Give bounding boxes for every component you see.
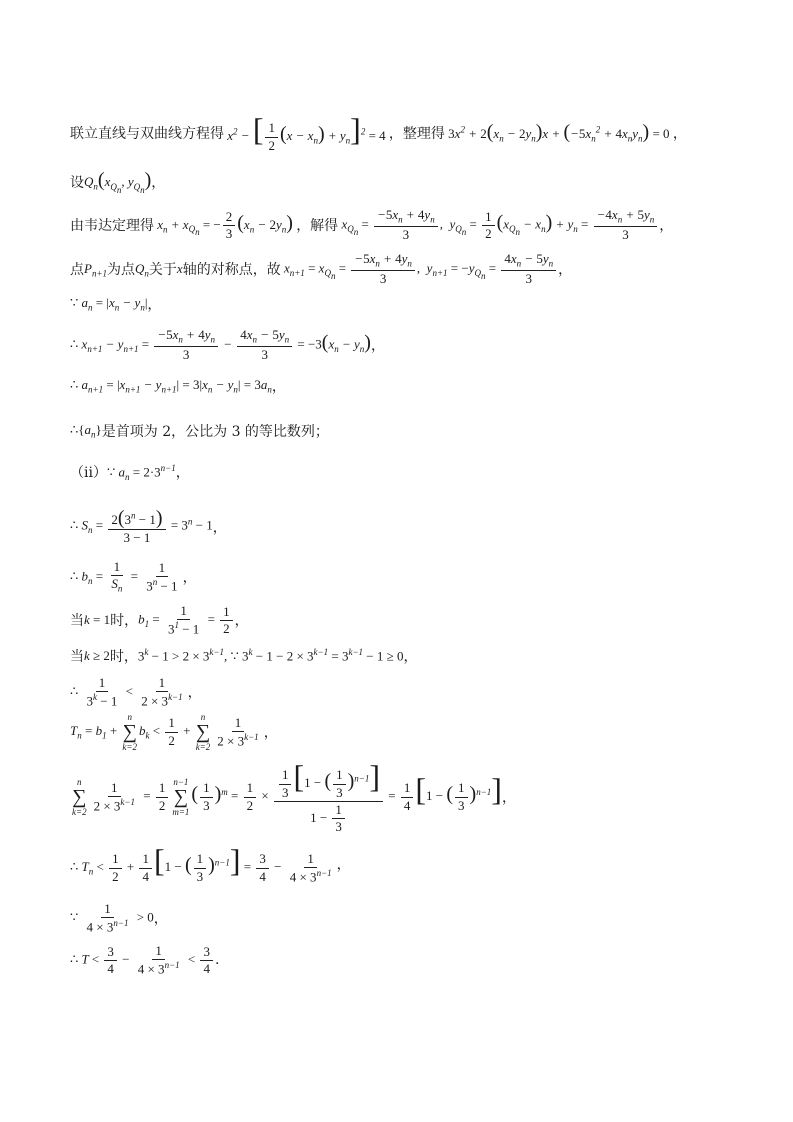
solution-line-14 [70, 676, 202, 709]
text: 由韦达定理得 [70, 218, 154, 235]
solution-line-5 [70, 294, 161, 314]
point-q: $Q_n$ [135, 260, 149, 279]
solution-line-6 [70, 328, 385, 363]
solution-line-2 [70, 170, 165, 194]
sequence-an: $\therefore\{a_n\}$ [70, 422, 102, 440]
text: ， [182, 570, 197, 587]
equation-substitution: $x^2$ − [ $\frac{1}{2}$ $(x - x_n) + y_n]^2 = 4$ [224, 111, 386, 153]
equation-quadratic: $3x^2 + 2(x_n - 2y_n)x + (-5x_n^2 + 4x_ny_n) = 0$ [448, 121, 670, 144]
solution-line-13 [70, 646, 418, 666]
text: ， [234, 613, 249, 630]
text: ， [336, 857, 351, 874]
axis-x: x [176, 261, 183, 277]
text: ， [212, 519, 227, 536]
text: ， [501, 790, 516, 807]
text: （ii） [70, 465, 107, 481]
text: ， [151, 175, 166, 192]
solution-line-9 [70, 462, 190, 482]
solution-line-10 [70, 508, 227, 545]
equation-an-formula: ∵ $a_n = 2\cdot 3^{n-1}$ [106, 462, 176, 482]
solution-line-7 [70, 376, 286, 396]
equation-difference: ∴ $x_{n+1} - y_{n+1}$ = $\frac{-5x_n + 4y_n}{3}$ − $\frac{4x_n - 5y_n}{3}$ = $-3(x_n - y_n)$ [70, 327, 371, 363]
solution-line-4 [70, 252, 572, 287]
solution-line-17 [70, 844, 351, 884]
solution-line-15 [70, 712, 278, 752]
text: ， [175, 465, 190, 481]
equation-recurrence: ∴ $a_{n+1} = |x_{n+1} - y_{n+1}| = 3|x_n - y_n| = 3a_n$ [70, 377, 272, 395]
text: ， [403, 649, 418, 665]
text: 当 [70, 649, 84, 665]
equation-sn: ∴ $S_n$ = $\frac{2(3^n - 1)}{3 - 1}$ = $3^n - 1$ [70, 507, 213, 545]
equation-geometric-sum: n ∑ k=2 $\frac{1}{2 \times 3^{k-1}}$ = $\frac{1}{2}$ n−1 ∑ m=1 ( $\frac{1}{3}$ )$^m$ = $\frac{1}{2}$ × $\frac{1}{3}$ [1 − ( $\frac{1}{3}$ )$^{n-1}$] 1 − $\frac{1}{3}$ = $\frac{1}{4}$ [1 − ( $\frac{1}{3}$ )$^{n-1}$] [72, 758, 502, 835]
solution-line-16 [70, 760, 516, 834]
text: ， [659, 218, 674, 235]
inequality-conclusion: ∴ T < $\frac{3}{4}$ − $\frac{1}{4 \times 3^{n-1}}$ < $\frac{3}{4}$ [70, 944, 215, 977]
text: . [214, 952, 220, 969]
inequality-tn: $T_n = b_1$ + n ∑ k=2 $b_k$ < $\frac{1}{2}$ + n ∑ k=2 $\frac{1}{2 \times 3^{k-1}}$ [70, 712, 259, 752]
text: ，解得 [296, 218, 339, 235]
text: 点 [70, 262, 84, 279]
text: ， [153, 911, 168, 928]
equation-an-def: ∵ $a_n = |x_n - y_n|$ [70, 295, 148, 313]
equation-coordinates: $x_{n+1} = x_{Q_n}$ = $\frac{-5x_n + 4y_n}{3}$ , $y_{n+1} = -y_{Q_n}$ = $\frac{4x_n - 5y_n}{3}$ [281, 252, 558, 287]
solution-line-12 [70, 604, 249, 637]
condition-k-1: k = 1 [84, 612, 111, 628]
text: 时， [109, 649, 138, 665]
equation-vieta: $x_n + x_{Q_n}$ = − $\frac{2}{3}$ $(x_n - 2y_n)$ [154, 208, 293, 241]
solution-line-18 [70, 902, 168, 935]
text: 为点 [107, 262, 136, 279]
equation-bn: ∴ $b_n$ = $\frac{1}{S_n}$ = $\frac{1}{3^n - 1}$ [70, 559, 178, 594]
text: 联立直线与双曲线方程得 [70, 125, 224, 142]
inequality-tn-bound: ∴ $T_n$ < $\frac{1}{2}$ + $\frac{1}{4}$ [1 − ( $\frac{1}{3}$ )$^{n-1}$] = $\frac{3}{4}$ − $\frac{1}{4 \times 3^{n-1}}$ [70, 842, 332, 885]
text: 设 [70, 175, 84, 192]
text: 轴的对称点，故 [182, 262, 281, 279]
text: 是首项为 2，公比为 3 的等比数列； [101, 424, 329, 440]
inequality-power: $3^k - 1 > 2 \times 3^{k-1}$, ∵ $3^k - 1 - 2 \times 3^{k-1} = 3^{k-1} - 1 \ge 0$ [137, 647, 404, 664]
text: ， [271, 379, 286, 395]
text: 时， [110, 613, 139, 630]
text: ， [263, 725, 278, 741]
inequality-reciprocal: ∴ $\frac{1}{3^k - 1}$ < $\frac{1}{2 \times 3^{k-1}}$ [70, 675, 183, 709]
solution-line-3 [70, 208, 673, 243]
equation-b1: $b_1$ = $\frac{1}{3^1 - 1}$ = $\frac{1}{2}$ [138, 604, 235, 637]
text: ， [370, 338, 385, 355]
text: ， [187, 685, 202, 702]
text: 关于 [148, 262, 177, 279]
solution-line-1 [70, 113, 687, 153]
solution-line-11 [70, 560, 197, 595]
text: 当 [70, 613, 84, 630]
solution-line-8 [70, 421, 329, 441]
solution-line-19 [70, 944, 219, 977]
text: ，整理得 [388, 125, 445, 142]
text: ， [558, 262, 573, 279]
text: ， [672, 125, 687, 142]
point-q: $Q_n(x_{Q_n}$, $y_{Q_n}$) [84, 169, 152, 195]
point-p: $P_{n+1}$ [84, 260, 108, 279]
text: ， [147, 297, 162, 313]
equation-solution: $x_{Q_n}$ = $\frac{-5x_n + 4y_n}{3}$ , $y_{Q_n}$ = $\frac{1}{2}$ $(x_{Q_n} - x_n) + y_n$ = $\frac{-4x_n + 5y_n}{3}$ [338, 208, 659, 243]
condition-k-ge-2: k ≥ 2 [84, 648, 110, 663]
inequality-positive: ∵ $\frac{1}{4 \times 3^{n-1}}$ > 0 [70, 901, 154, 935]
